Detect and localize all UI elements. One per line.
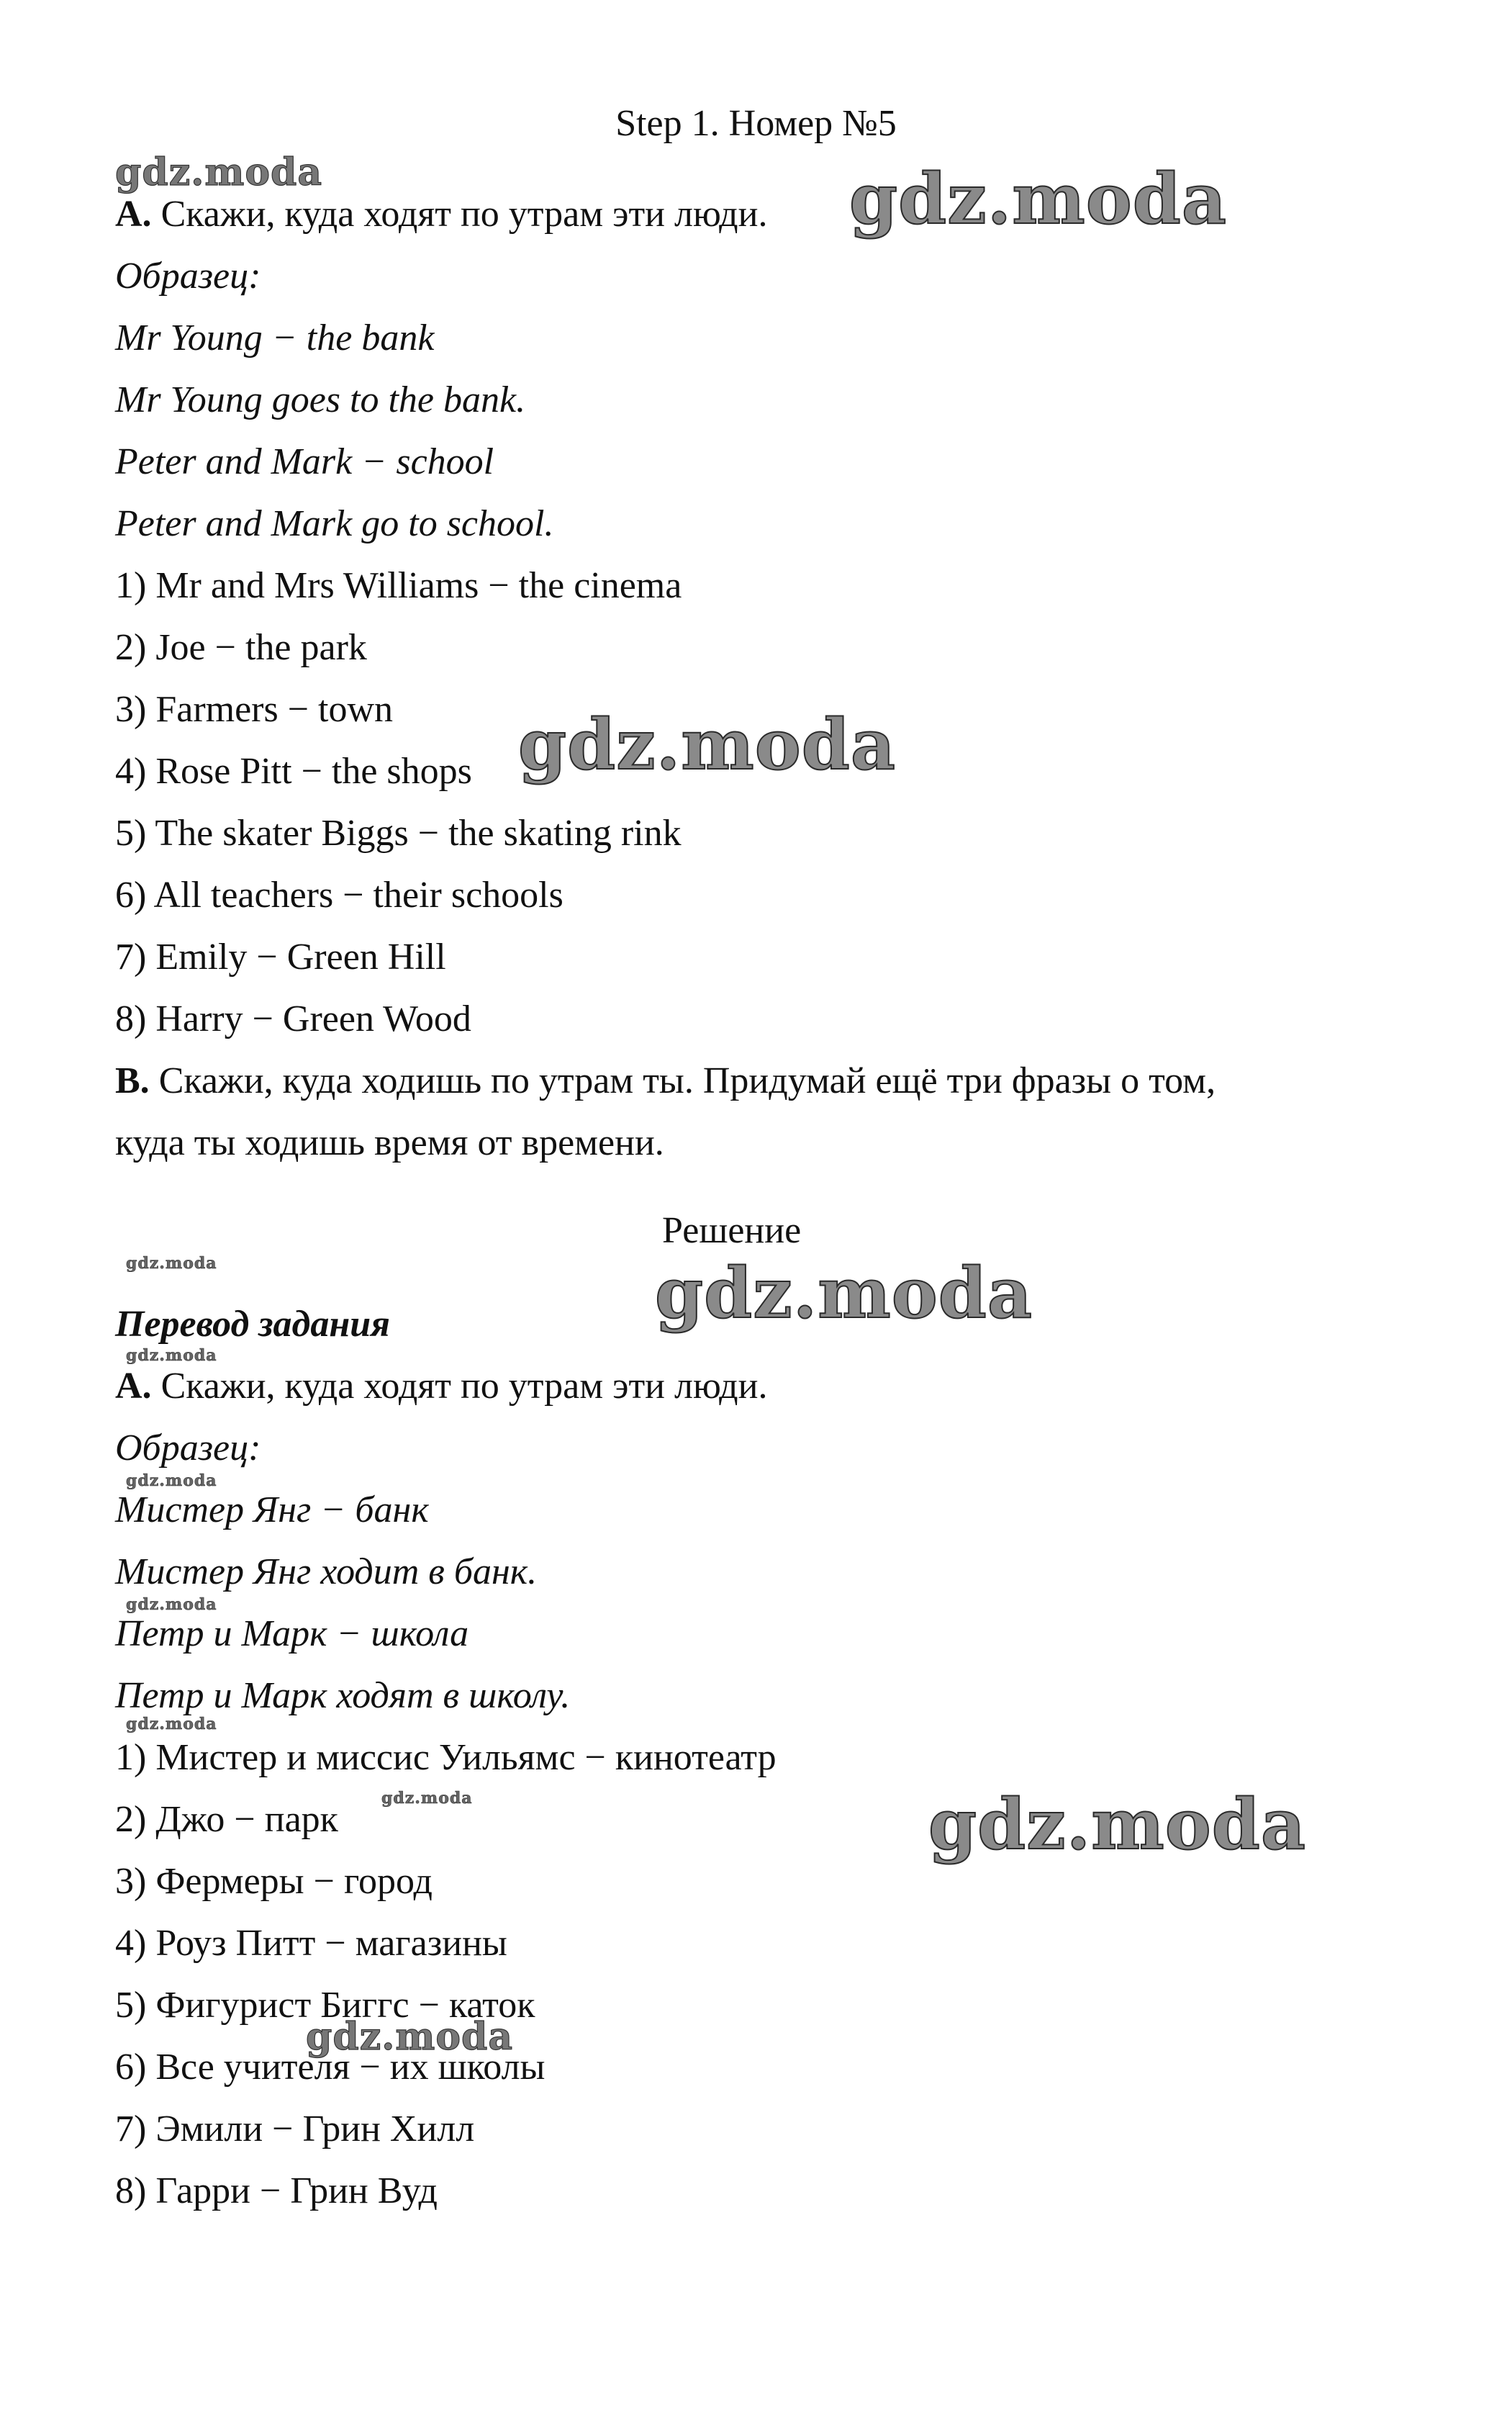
translation-title: Перевод задания [115, 1304, 390, 1345]
watermark-logo: gdz.moda [126, 1254, 217, 1273]
solution-sample-line: Петр и Марк − школа [115, 1613, 469, 1654]
watermark-logo: gdz.moda [115, 150, 323, 194]
solution-sample-line: Петр и Марк ходят в школу. [115, 1675, 571, 1716]
solution-heading: Решение [662, 1210, 802, 1251]
solution-item: 6) Все учителя − их школы [115, 2047, 546, 2088]
solution-item: 4) Роуз Питт − магазины [115, 1923, 507, 1964]
solution-sample-label: Образец: [115, 1427, 261, 1469]
task-a-label: A. [115, 194, 152, 235]
task-item: 3) Farmers − town [115, 689, 394, 730]
solution-item: 5) Фигурист Биггс − каток [115, 1985, 535, 2026]
task-b-text: Скажи, куда ходишь по утрам ты. Придумай ещё три фразы о том, [149, 1060, 1216, 1101]
watermark-logo: gdz.moda [381, 1789, 473, 1808]
task-a-text: Скажи, куда ходят по утрам эти люди. [151, 194, 768, 235]
watermark-logo: gdz.moda [849, 158, 1228, 240]
solution-item: 1) Мистер и миссис Уильямс − кинотеатр [115, 1737, 777, 1778]
sample-line: Peter and Mark − school [115, 441, 494, 482]
sample-line: Mr Young goes to the bank. [115, 379, 526, 420]
task-b-instruction [115, 1060, 1216, 1103]
task-item: 8) Harry − Green Wood [115, 998, 471, 1039]
task-item: 6) All teachers − their schools [115, 875, 563, 916]
solution-a-text: Скажи, куда ходят по утрам эти люди. [151, 1366, 768, 1407]
solution-a-label: A. [115, 1366, 152, 1407]
solution-sample-line: Мистер Янг − банк [115, 1489, 429, 1530]
task-item: 1) Mr and Mrs Williams − the cinema [115, 565, 682, 606]
task-item: 2) Joe − the park [115, 627, 367, 668]
sample-line: Peter and Mark go to school. [115, 503, 554, 544]
watermark-logo: gdz.moda [126, 1471, 217, 1490]
task-item: 7) Emily − Green Hill [115, 937, 446, 978]
solution-item: 2) Джо − парк [115, 1799, 338, 1840]
watermark-logo: gdz.moda [126, 1346, 217, 1365]
solution-item: 3) Фермеры − город [115, 1861, 433, 1902]
task-item: 4) Rose Pitt − the shops [115, 751, 472, 792]
watermark-logo: gdz.moda [306, 2015, 514, 2059]
task-item: 5) The skater Biggs − the skating rink [115, 813, 682, 854]
watermark-logo: gdz.moda [655, 1253, 1033, 1334]
watermark-logo: gdz.moda [518, 704, 897, 785]
watermark-logo: gdz.moda [928, 1784, 1307, 1865]
watermark-logo: gdz.moda [126, 1715, 217, 1733]
sample-label: Образец: [115, 256, 261, 297]
solution-a-instruction [115, 1365, 767, 1408]
task-b-label: B. [115, 1060, 150, 1101]
solution-sample-line: Мистер Янг ходит в банк. [115, 1551, 538, 1592]
task-b-instruction-cont: куда ты ходишь время от времени. [115, 1122, 664, 1163]
solution-item: 7) Эмили − Грин Хилл [115, 2108, 475, 2149]
solution-item: 8) Гарри − Грин Вуд [115, 2170, 438, 2211]
watermark-logo: gdz.moda [126, 1595, 217, 1614]
sample-line: Mr Young − the bank [115, 317, 435, 358]
page-title: Step 1. Номер №5 [615, 103, 897, 144]
task-a-instruction [115, 193, 767, 236]
